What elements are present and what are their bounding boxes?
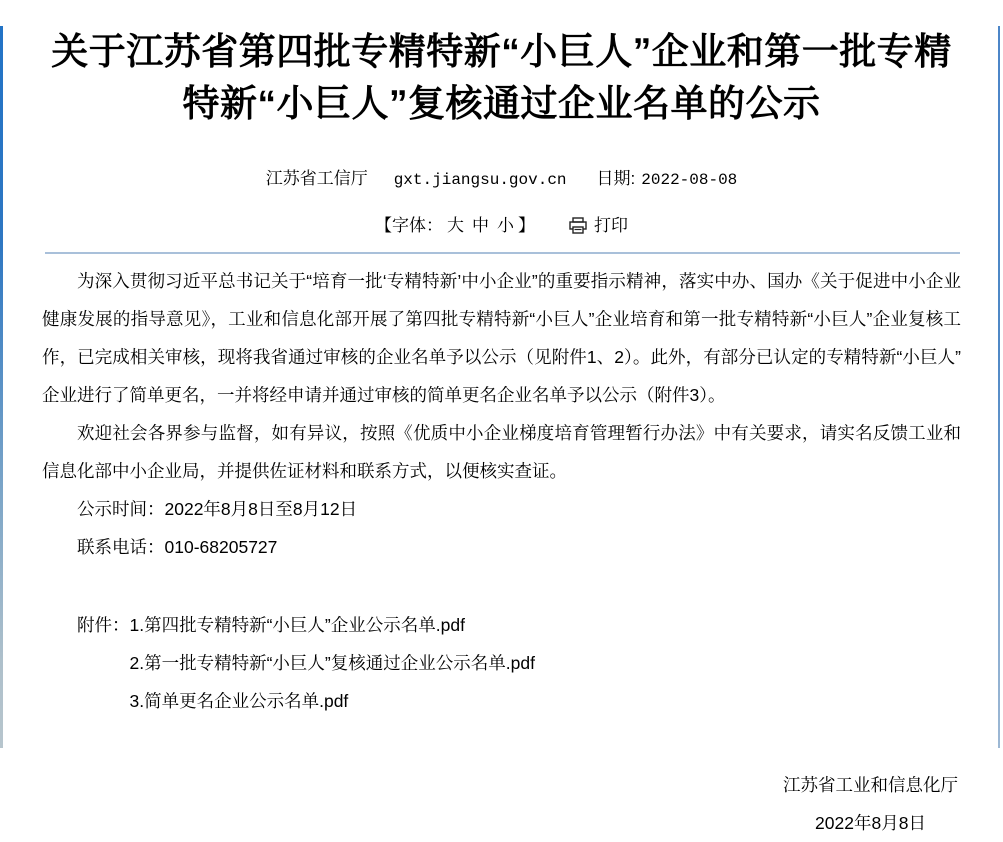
date-label: 日期: (596, 169, 636, 188)
font-size-control (375, 211, 535, 236)
font-size-suffix: 】 (518, 216, 535, 235)
print-label: 打印 (594, 216, 628, 235)
header-divider (45, 252, 960, 254)
printer-icon (569, 217, 587, 234)
signature-date: 2022年8月8日 (815, 813, 926, 833)
page-title: 关于江苏省第四批专精特新“小巨人”企业和第一批专精特新“小巨人”复核通过企业名单的公示 (51, 31, 952, 124)
font-size-prefix: 【字体： (375, 216, 443, 235)
font-size-small-button[interactable]: 小 (497, 216, 514, 235)
attachment-link[interactable]: 2.第一批专精特新“小巨人”复核通过企业公示名单.pdf (129, 653, 535, 673)
print-button[interactable] (569, 211, 628, 236)
article-body (42, 262, 961, 842)
attachment-link[interactable]: 3.简单更名企业公示名单.pdf (129, 691, 349, 711)
attachments-list (130, 606, 962, 720)
font-size-medium-button[interactable]: 中 (472, 216, 489, 235)
paragraph-intro: 为深入贯彻习近平总书记关于“培育一批‘专精特新’中小企业”的重要指示精神，落实中办、国办《关于促进中小企业健康发展的指导意见》，工业和信息化部开展了第四批专精特新“小巨人”企业培育和第一批专精特新“小巨人”企业复核工作，已完成相关审核，现将我省通过审核的企业名单予以公示（见附件1、2）。此外，有部分已认定的专精特新“小巨人”企业进行了简单更名，一并将经申请并通过审核的简单更名企业名单予以公示（附件3）。 (42, 271, 961, 405)
article-toolbar (42, 211, 961, 236)
signature-org: 江苏省工业和信息化厅 (783, 775, 958, 795)
article-meta (42, 164, 961, 189)
font-size-large-button[interactable]: 大 (447, 216, 464, 235)
announcement-page (0, 26, 1003, 842)
site-url: gxt.jiangsu.gov.cn (393, 171, 567, 189)
source-name: 江苏省工信厅 (265, 169, 368, 188)
publish-date: 2022-08-08 (641, 171, 738, 189)
attachments-section (42, 606, 961, 720)
attachments-label: 附件： (77, 615, 130, 635)
paragraph-supervision: 欢迎社会各界参与监督，如有异议，按照《优质中小企业梯度培育管理暂行办法》中有关要求，请实名反馈工业和信息化部中小企业局，并提供佐证材料和联系方式，以便核实查证。 (42, 423, 961, 481)
signature-block (42, 766, 961, 842)
paragraph-contact-phone: 联系电话：010-68205727 (77, 537, 278, 557)
paragraph-public-period: 公示时间：2022年8月8日至8月12日 (77, 499, 358, 519)
attachment-link[interactable]: 1.第四批专精特新“小巨人”企业公示名单.pdf (129, 615, 465, 635)
